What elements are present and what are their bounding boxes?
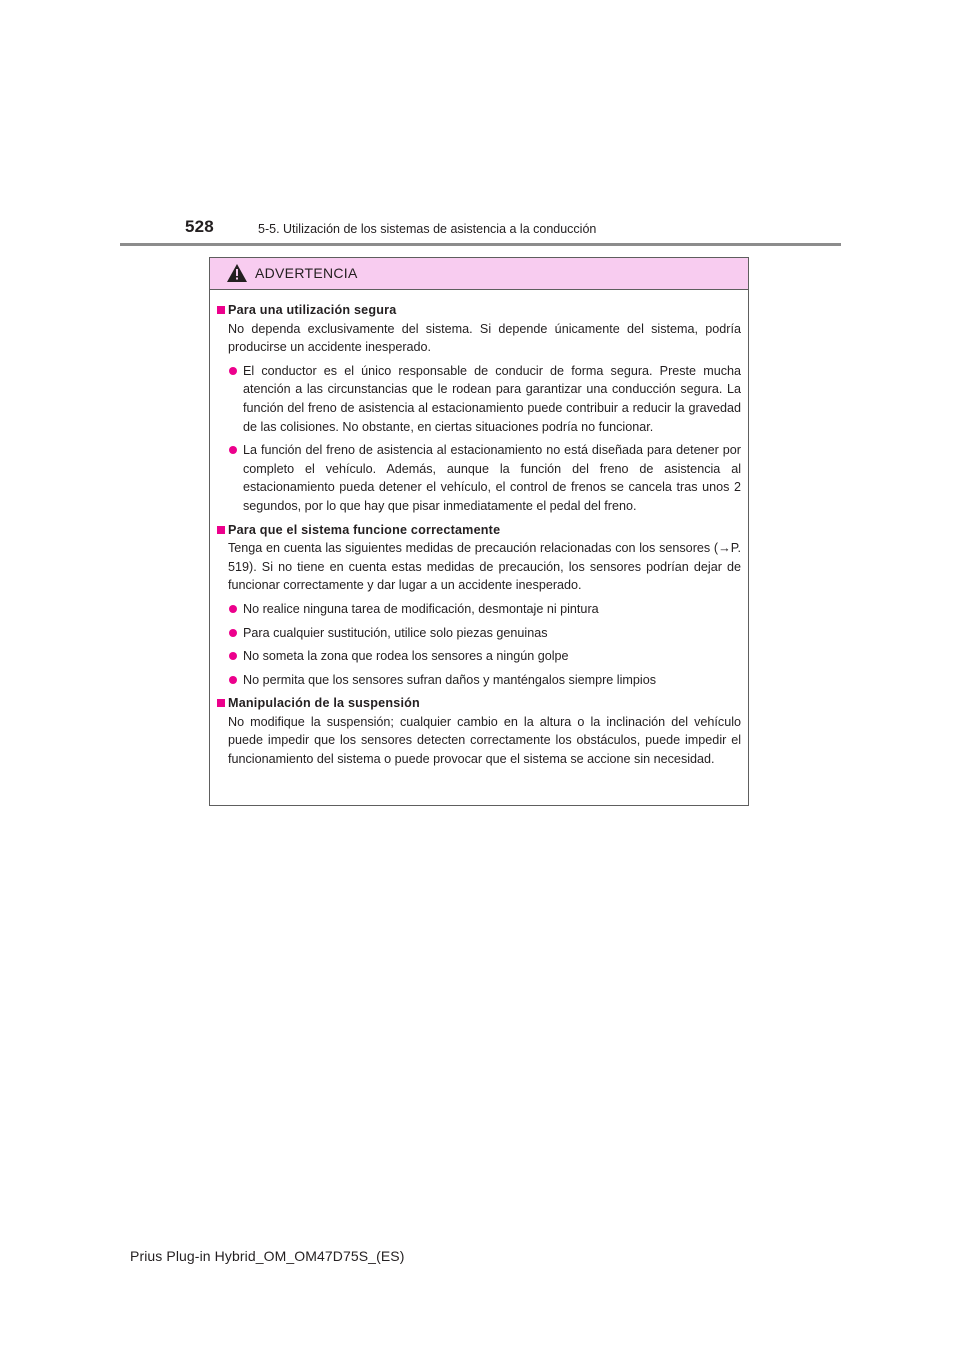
page-number: 528 [185, 217, 214, 236]
warning-title: ADVERTENCIA [255, 265, 358, 281]
bullet-text: No permita que los sensores sufran daños y manténgalos siempre limpios [243, 672, 656, 687]
warning-item [217, 301, 741, 516]
section-title: 5-5. Utilización de los sistemas de asistencia a la conducción [258, 222, 597, 236]
bullet-text: No someta la zona que rodea los sensores a ningún golpe [243, 649, 569, 664]
bullet-item [229, 671, 741, 690]
warning-item [217, 694, 741, 768]
bullet-item [229, 441, 741, 515]
warning-header [210, 258, 748, 290]
bullet-item [229, 624, 741, 643]
item-title: Para una utilización segura [228, 303, 397, 317]
bullet-dot-icon [229, 676, 237, 684]
warning-triangle-icon [227, 264, 247, 282]
item-text: No dependa exclusivamente del sistema. Si depende únicamente del sistema, podría producirse un accidente inesperado. [228, 321, 741, 355]
bullet-text: No realice ninguna tarea de modificación, desmontaje ni pintura [243, 601, 599, 616]
warning-box [209, 257, 749, 806]
bullet-item [229, 600, 741, 619]
bullet-dot-icon [229, 367, 237, 375]
bullet-item [229, 647, 741, 666]
footer-document-id: Prius Plug-in Hybrid_OM_OM47D75S_(ES) [130, 1248, 405, 1264]
bullet-dot-icon [229, 629, 237, 637]
bullet-text: El conductor es el único responsable de conducir de forma segura. Preste mucha atención a las circunstancias que le rodean para garantizar una conducción segura. La función del freno de asistencia al estacionamiento puede contribuir a reducir la gravedad de las colisiones. No obstante, en ciertas situaciones podría no funcionar. [243, 363, 741, 434]
warning-body [210, 290, 748, 769]
bullet-text: Para cualquier sustitución, utilice solo piezas genuinas [243, 625, 548, 640]
square-marker-icon [217, 526, 225, 534]
square-marker-icon [217, 699, 225, 707]
bullet-dot-icon [229, 446, 237, 454]
header-divider [120, 243, 841, 246]
bullet-dot-icon [229, 652, 237, 660]
item-text: Tenga en cuenta las siguientes medidas de precaución relacionadas con los sensores (→P. 519). Si no tiene en cuenta estas medidas de precaución, los sensores podrían dejar de funcionar correctamente y dar lugar a un accidente inesperado. [228, 541, 741, 593]
bullet-text: La función del freno de asistencia al estacionamiento no está diseñada para detener por completo el vehículo. Además, aunque la función del freno de asistencia al estacionamiento pueda detener el vehículo, el control de frenos se cancela tras unos 2 segundos, por lo que hay que pisar inmediatamente el pedal del freno. [243, 443, 741, 513]
item-title: Para que el sistema funcione correctamente [228, 522, 501, 537]
item-text: No modifique la suspensión; cualquier cambio en la altura o la inclinación del vehículo puede impedir que los sensores detecten correctamente los obstáculos, puede impedir el funcionamiento del sistema o puede provocar que el sistema se accione sin necesidad. [228, 714, 741, 767]
item-title: Manipulación de la suspensión [228, 696, 420, 711]
warning-item [217, 521, 741, 690]
bullet-dot-icon [229, 605, 237, 613]
bullet-item [229, 362, 741, 436]
square-marker-icon [217, 306, 225, 314]
